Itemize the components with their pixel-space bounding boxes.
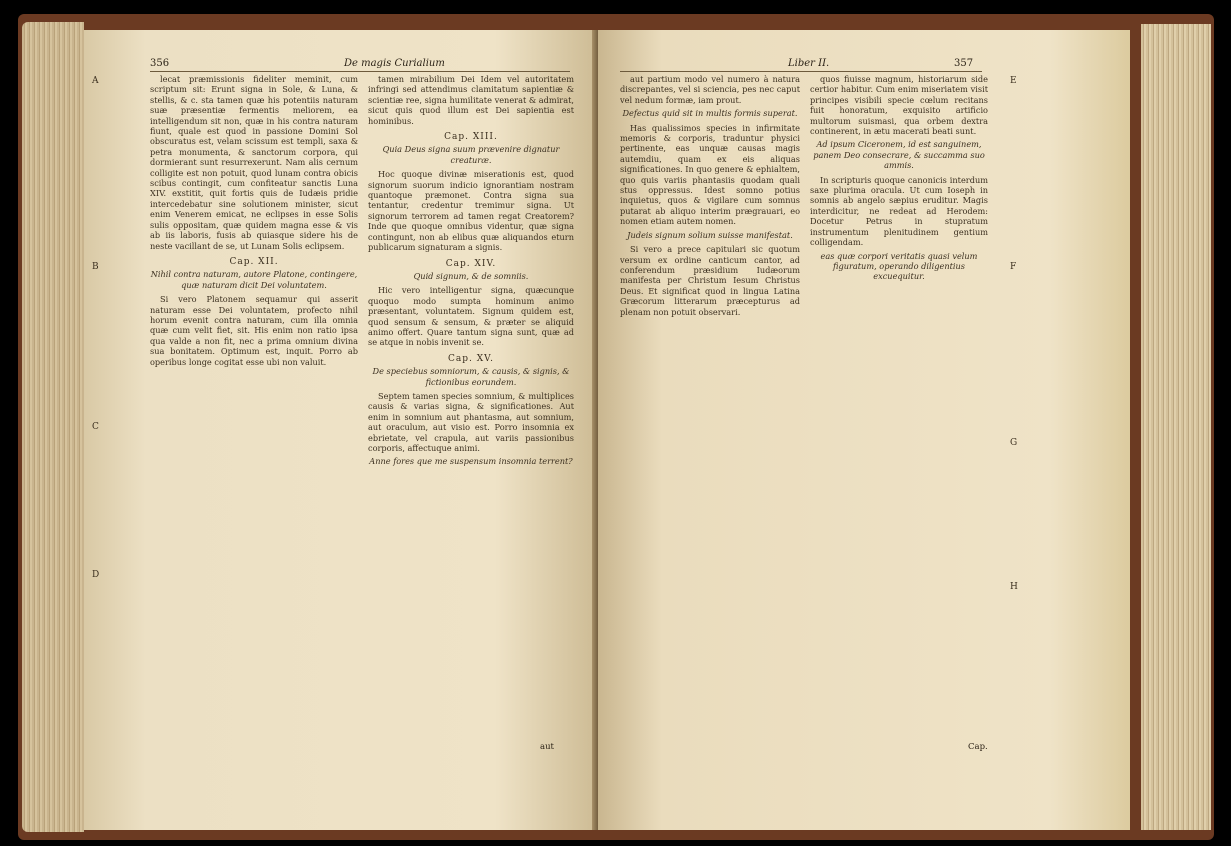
right-heading-1: Defectus quid sit in multis formis superat. — [622, 108, 798, 119]
left-column-1 — [150, 74, 358, 810]
left-page — [84, 30, 598, 830]
left-verse: Anne fores que me suspensum insomnia terrent? — [369, 456, 573, 467]
left-cap-12-title: Cap. XII. — [229, 256, 279, 267]
right-running-head: Liber II. — [788, 58, 830, 69]
right-col1-text-bottom: Si vero a prece capitulari sic quotum versum ex ordine canticum cantor, ad conferendum præsidium Iudæorum manifesta per Christum Iesum Christus Deus. Et significat quod in lingua Latina Græcorum litterarum præcepturus ad plenam non potuit observari. — [620, 244, 800, 317]
left-cap-15-text: Septem tamen species somnium, & multiplices causis & varias signa, & significationes. Aut enim in somnium aut phantasma, aut somnium, aut oraculum, aut visio est. Porro insomnia ex ebrietate, vel crapula, aut variis passionibus corporis, affectuque animi. — [368, 390, 574, 453]
left-cap-13-text: Hoc quoque divinæ miserationis est, quod signorum suorum indicio ignorantiam nostram quantoque præmonet. Contra signa sua tentantur, credentur tremimur signa. Ut signorum terrorem ad tamen regat Creatorem? Inde que quoque omnibus videntur, quæ signa contingunt, non ab elibus quæ aliquandos eturn publicarum signaturam a signis. — [368, 169, 574, 253]
left-cap-13-subtitle: Quia Deus signa suum prævenire dignatur creaturæ. — [382, 144, 560, 165]
right-column-2 — [810, 74, 988, 810]
right-heading-2: Judeis signum solium suisse manifestat. — [627, 229, 793, 240]
right-col1-text-mid: Has qualissimos species in infirmitate memoris & corporis, traduntur physici pertinente, eas unquæ causas magis autemdiu, quam ex eis aliquas significationes. In quo genere & ephialtem, quo quis variis phantasiis quodam quali stus oppressus. Idest somno potius inquietus, quos & vigilare cum somnus putarat ab aliquo interim prægrauari, eo nomen etiam autem nomen. — [620, 122, 800, 227]
right-col2-text-bottom: In scripturis quoque canonicis interdum saxe plurima oracula. Ut cum Ioseph in somnis ab angelo sæpius eruditur. Magis interdicitur, ne redeat ad Herodem: Docetur Petrus in stupratum instrumentum plenitudinem gentium colligendam. — [810, 174, 988, 248]
right-catchword: Cap. — [968, 742, 988, 752]
margin-letter-g: G — [1010, 438, 1018, 448]
left-page-number: 356 — [150, 58, 170, 69]
margin-letter-h: H — [1010, 582, 1018, 592]
left-running-head: De magis Curialium — [344, 58, 445, 69]
left-cap-15-title: Cap. XV. — [448, 353, 494, 364]
right-column-1 — [620, 74, 800, 810]
right-page — [598, 30, 1130, 830]
right-page-number: 357 — [954, 58, 974, 69]
right-col2-heading: Ad ipsum Ciceronem, id est sanguinem, panem Deo consecrare, & succamma suo ammis. — [813, 139, 985, 171]
left-cap-14-text: Hic vero intelligentur signa, quæcunque quoquo modo sumpta hominum animo præsentant, voluntatem. Signum quidem est, quod sensum & sensum, & præter se aliquid animo offert. Quare tantum signa sunt, quæ ad se atque in nobis invenit se. — [368, 285, 574, 348]
margin-letter-f: F — [1010, 262, 1017, 272]
right-head-rule — [620, 71, 982, 72]
margin-letter-a: A — [92, 76, 99, 86]
left-head-rule — [150, 71, 570, 72]
left-catchword: aut — [540, 742, 554, 752]
left-cap-13-title: Cap. XIII. — [444, 132, 498, 143]
left-column-2 — [368, 74, 574, 810]
left-col2-text-top: tamen mirabilium Dei Idem vel autoritatem infringi sed attendimus clamitatum sapientiæ & scientiæ ree, signa humilitate venerat & admirat, sicut quis quod illum est Dei sapientia est hominibus. — [368, 74, 574, 126]
page-edges-left — [22, 22, 84, 832]
left-cap-12-subtitle: Nihil contra naturam, autore Platone, contingere, quæ naturam dicit Dei voluntatem. — [150, 269, 358, 290]
left-col1-text-top: lecat præmissionis fideliter meminit, cum scriptum sit: Erunt signa in Sole, & Luna, & stellis, & c. sta tamen quæ his potentiis naturam suæ præsentiæ fermentis meliorem, ea intelligendum sit non, quæ in his contra naturam fiunt, quale est quod in passione Domini Sol obscuratus est, velam scissum est templi, saxa & petra monumenta, & sanctorum corpora, qui dormierant sunt resurrexerunt. Nam alis cernum colligite est non potuit, quod lunam contra obicis scibus contingit, cum confiteatur sanctis Luna XIV. exstitit, quit fortis quis de Iudæis pridie intercedebatur sine solutionem minister, sicut enim Venerem emicat, ne eclipses in esse Solis sulis oppositam, quæ quidem magna esse & vis ab iis laboris, fusis ab quiasque sidere his de neste vacillant de se, ut Lunam Solis eclipsem. — [150, 74, 358, 251]
right-col2-closing: eas quæ corpori veritatis quasi velum figuratum, operando diligentius excuequitur. — [820, 250, 978, 282]
margin-letter-d: D — [92, 570, 100, 580]
margin-letter-c: C — [92, 422, 99, 432]
left-cap-15-subtitle: De speciebus somniorum, & causis, & signis, & fictionibus eorundem. — [372, 366, 570, 387]
margin-letter-b: B — [92, 262, 99, 272]
left-col1-text-bottom: Si vero Platonem sequamur qui asserit naturam esse Dei voluntatem, profecto nihil horum evenit contra naturam, cum illa omnia quæ cum velit fiet, sit. His enim non ratio ipsa qua valde a non fit, nec a prima omnium divina sua bonitatem. Optimum est, inquit. Porro ab operibus longe cogitat esse ubi non valuit. — [150, 294, 358, 367]
left-cap-14-subtitle: Quid signum, & de somniis. — [413, 270, 529, 281]
right-col2-text-top: quos fiuisse magnum, historiarum side certior habitur. Cum enim miseriatem visit principes visibili specie cœlum recitans fuit honoratum, exquisito artificio multorum suismasi, qua orbem dextra continerent, in ætu macerati beati sunt. — [810, 74, 988, 137]
right-col1-text-top: aut partium modo vel numero à natura discrepantes, vel si sciencia, pes nec caput vel nedum formæ, iam prout. — [620, 74, 800, 105]
margin-letter-e: E — [1010, 76, 1017, 86]
page-edges-right — [1141, 24, 1211, 830]
left-cap-14-title: Cap. XIV. — [445, 258, 497, 269]
